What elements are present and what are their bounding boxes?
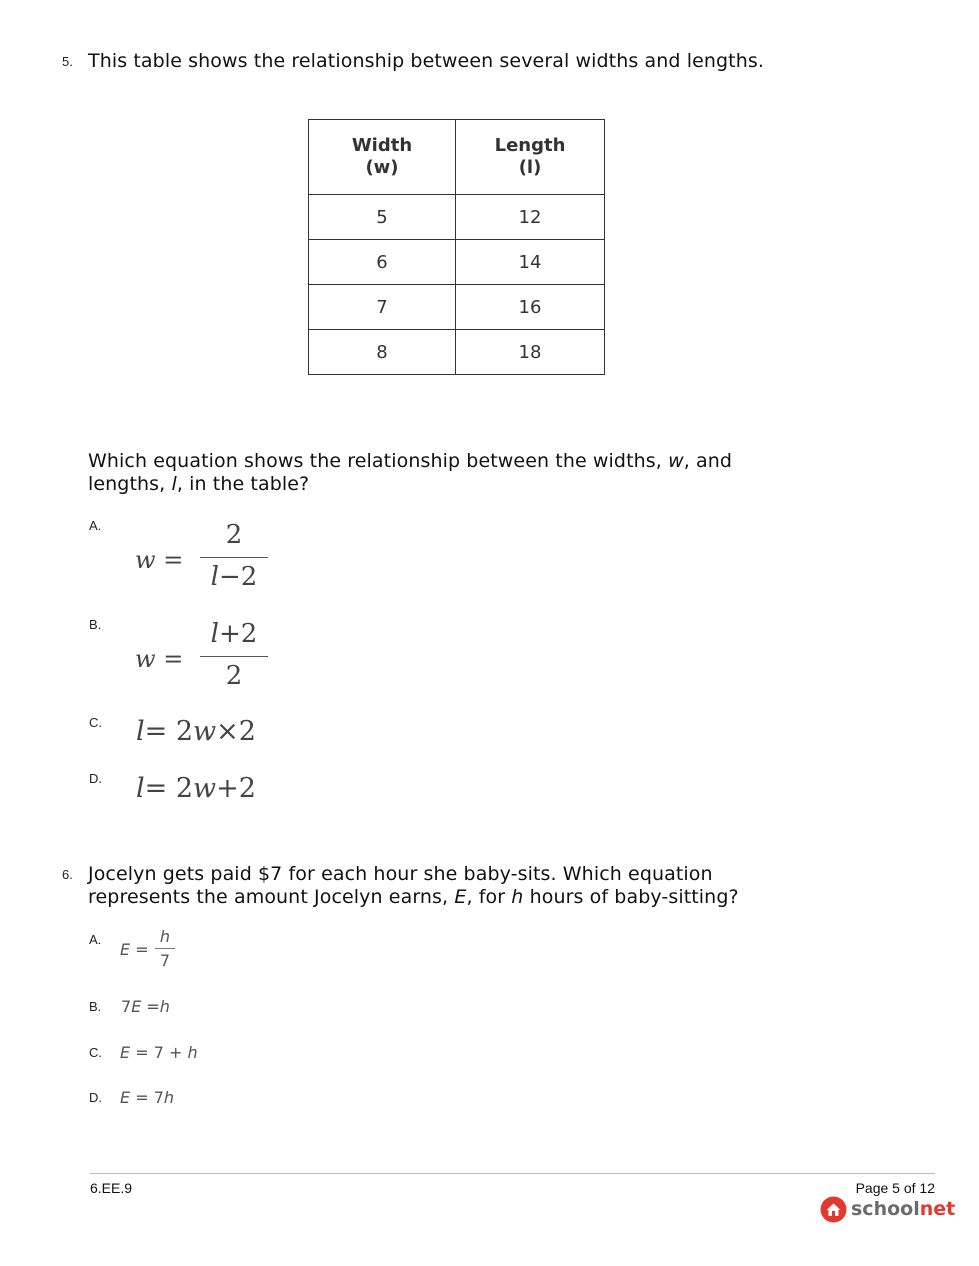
var-w: w — [193, 716, 217, 747]
option-letter: A. — [89, 932, 102, 947]
footer-divider — [90, 1173, 935, 1174]
var-e: E — [120, 1088, 131, 1107]
equals-sign: = — [163, 546, 184, 574]
prompt-text: Jocelyn gets paid $7 for each hour she baby-sits. Which equation — [88, 863, 713, 885]
var-l: l — [210, 562, 219, 592]
table-header-width — [309, 120, 456, 195]
question-5-prompt — [88, 450, 788, 496]
table-cell: 16 — [456, 285, 605, 330]
var-h: h — [187, 1043, 198, 1062]
question-6-prompt — [88, 863, 808, 909]
prompt-var-e: E — [454, 886, 467, 908]
option-c-equation — [136, 716, 256, 747]
var-e: E — [120, 1043, 131, 1062]
table-cell: 12 — [456, 195, 605, 240]
option-a-denominator: 7 — [159, 951, 171, 970]
option-d-equation — [136, 773, 256, 804]
var-w: w — [135, 546, 156, 574]
equals-sign: = — [141, 997, 160, 1016]
schoolnet-logo — [820, 1195, 955, 1223]
var-h: h — [163, 1088, 175, 1107]
header-width-label: Width — [351, 135, 413, 156]
prompt-text: lengths, — [88, 473, 172, 495]
equals-sign: = — [135, 940, 149, 959]
equation-part: = 2 — [144, 773, 194, 804]
prompt-text: , in the table? — [176, 473, 310, 495]
equation-part: = 7 — [130, 1088, 164, 1107]
prompt-var-w: w — [668, 450, 684, 472]
table-row — [309, 330, 605, 375]
table-cell: 6 — [309, 240, 456, 285]
var-h: h — [159, 997, 170, 1016]
prompt-text: hours of baby-sitting? — [523, 886, 739, 908]
denominator-rest: −2 — [219, 562, 258, 592]
table-cell: 7 — [309, 285, 456, 330]
var-l: l — [210, 619, 219, 649]
header-width-var: (w) — [365, 157, 399, 178]
fraction-bar — [200, 656, 268, 657]
coefficient: 7 — [121, 997, 132, 1016]
prompt-var-l: l — [171, 473, 177, 495]
prompt-text: , for — [466, 886, 512, 908]
fraction-bar — [200, 557, 268, 558]
option-a-lhs — [120, 940, 149, 959]
table-cell: 18 — [456, 330, 605, 375]
option-a-lhs — [135, 546, 183, 574]
table-row — [309, 285, 605, 330]
var-h: h — [159, 927, 171, 946]
var-l: l — [136, 716, 145, 747]
fraction-bar — [155, 948, 175, 949]
option-letter: D. — [89, 771, 102, 786]
option-a-numerator — [154, 927, 176, 946]
table-row — [309, 240, 605, 285]
option-b-equation — [121, 997, 170, 1016]
equals-sign: = — [163, 645, 184, 673]
schoolnet-house-icon — [820, 1196, 847, 1223]
var-e: E — [131, 997, 142, 1016]
option-a-numerator: 2 — [225, 520, 243, 550]
width-length-table — [308, 119, 605, 375]
var-l: l — [136, 773, 145, 804]
option-letter: B. — [89, 999, 102, 1014]
option-letter: D. — [89, 1090, 102, 1105]
option-b-denominator: 2 — [225, 661, 243, 691]
prompt-var-h: h — [511, 886, 524, 908]
option-letter: B. — [89, 617, 102, 632]
table-cell: 14 — [456, 240, 605, 285]
footer-standard: 6.EE.9 — [90, 1180, 133, 1196]
question-5-intro: This table shows the relationship between several widths and lengths. — [88, 50, 764, 72]
prompt-text: represents the amount Jocelyn earns, — [88, 886, 455, 908]
logo-text-net: net — [919, 1198, 956, 1220]
table-row — [309, 195, 605, 240]
option-letter: C. — [89, 1045, 102, 1060]
option-c-equation — [120, 1043, 198, 1062]
question-5-number: 5. — [62, 54, 73, 69]
header-length-var: (l) — [518, 157, 542, 178]
option-d-equation — [120, 1088, 174, 1107]
equation-part: = 2 — [144, 716, 194, 747]
var-e: E — [120, 940, 131, 959]
option-b-numerator — [200, 619, 268, 649]
equation-part: = 7 + — [130, 1043, 188, 1062]
logo-text-school: school — [851, 1198, 920, 1220]
prompt-text: Which equation shows the relationship between the widths, — [88, 450, 669, 472]
option-a-denominator — [200, 562, 268, 592]
numerator-rest: +2 — [219, 619, 258, 649]
var-w: w — [135, 645, 156, 673]
header-length-label: Length — [494, 135, 566, 156]
question-6-number: 6. — [62, 867, 73, 882]
table-header-length — [456, 120, 605, 195]
var-w: w — [193, 773, 217, 804]
footer-page-number: Page 5 of 12 — [855, 1180, 935, 1196]
option-letter: C. — [89, 715, 102, 730]
table-cell: 8 — [309, 330, 456, 375]
option-letter: A. — [89, 518, 102, 533]
table-header-row — [309, 120, 605, 195]
prompt-text: , and — [683, 450, 733, 472]
option-b-lhs — [135, 645, 183, 673]
table-cell: 5 — [309, 195, 456, 240]
equation-part: ×2 — [216, 716, 256, 747]
equation-part: +2 — [216, 773, 256, 804]
